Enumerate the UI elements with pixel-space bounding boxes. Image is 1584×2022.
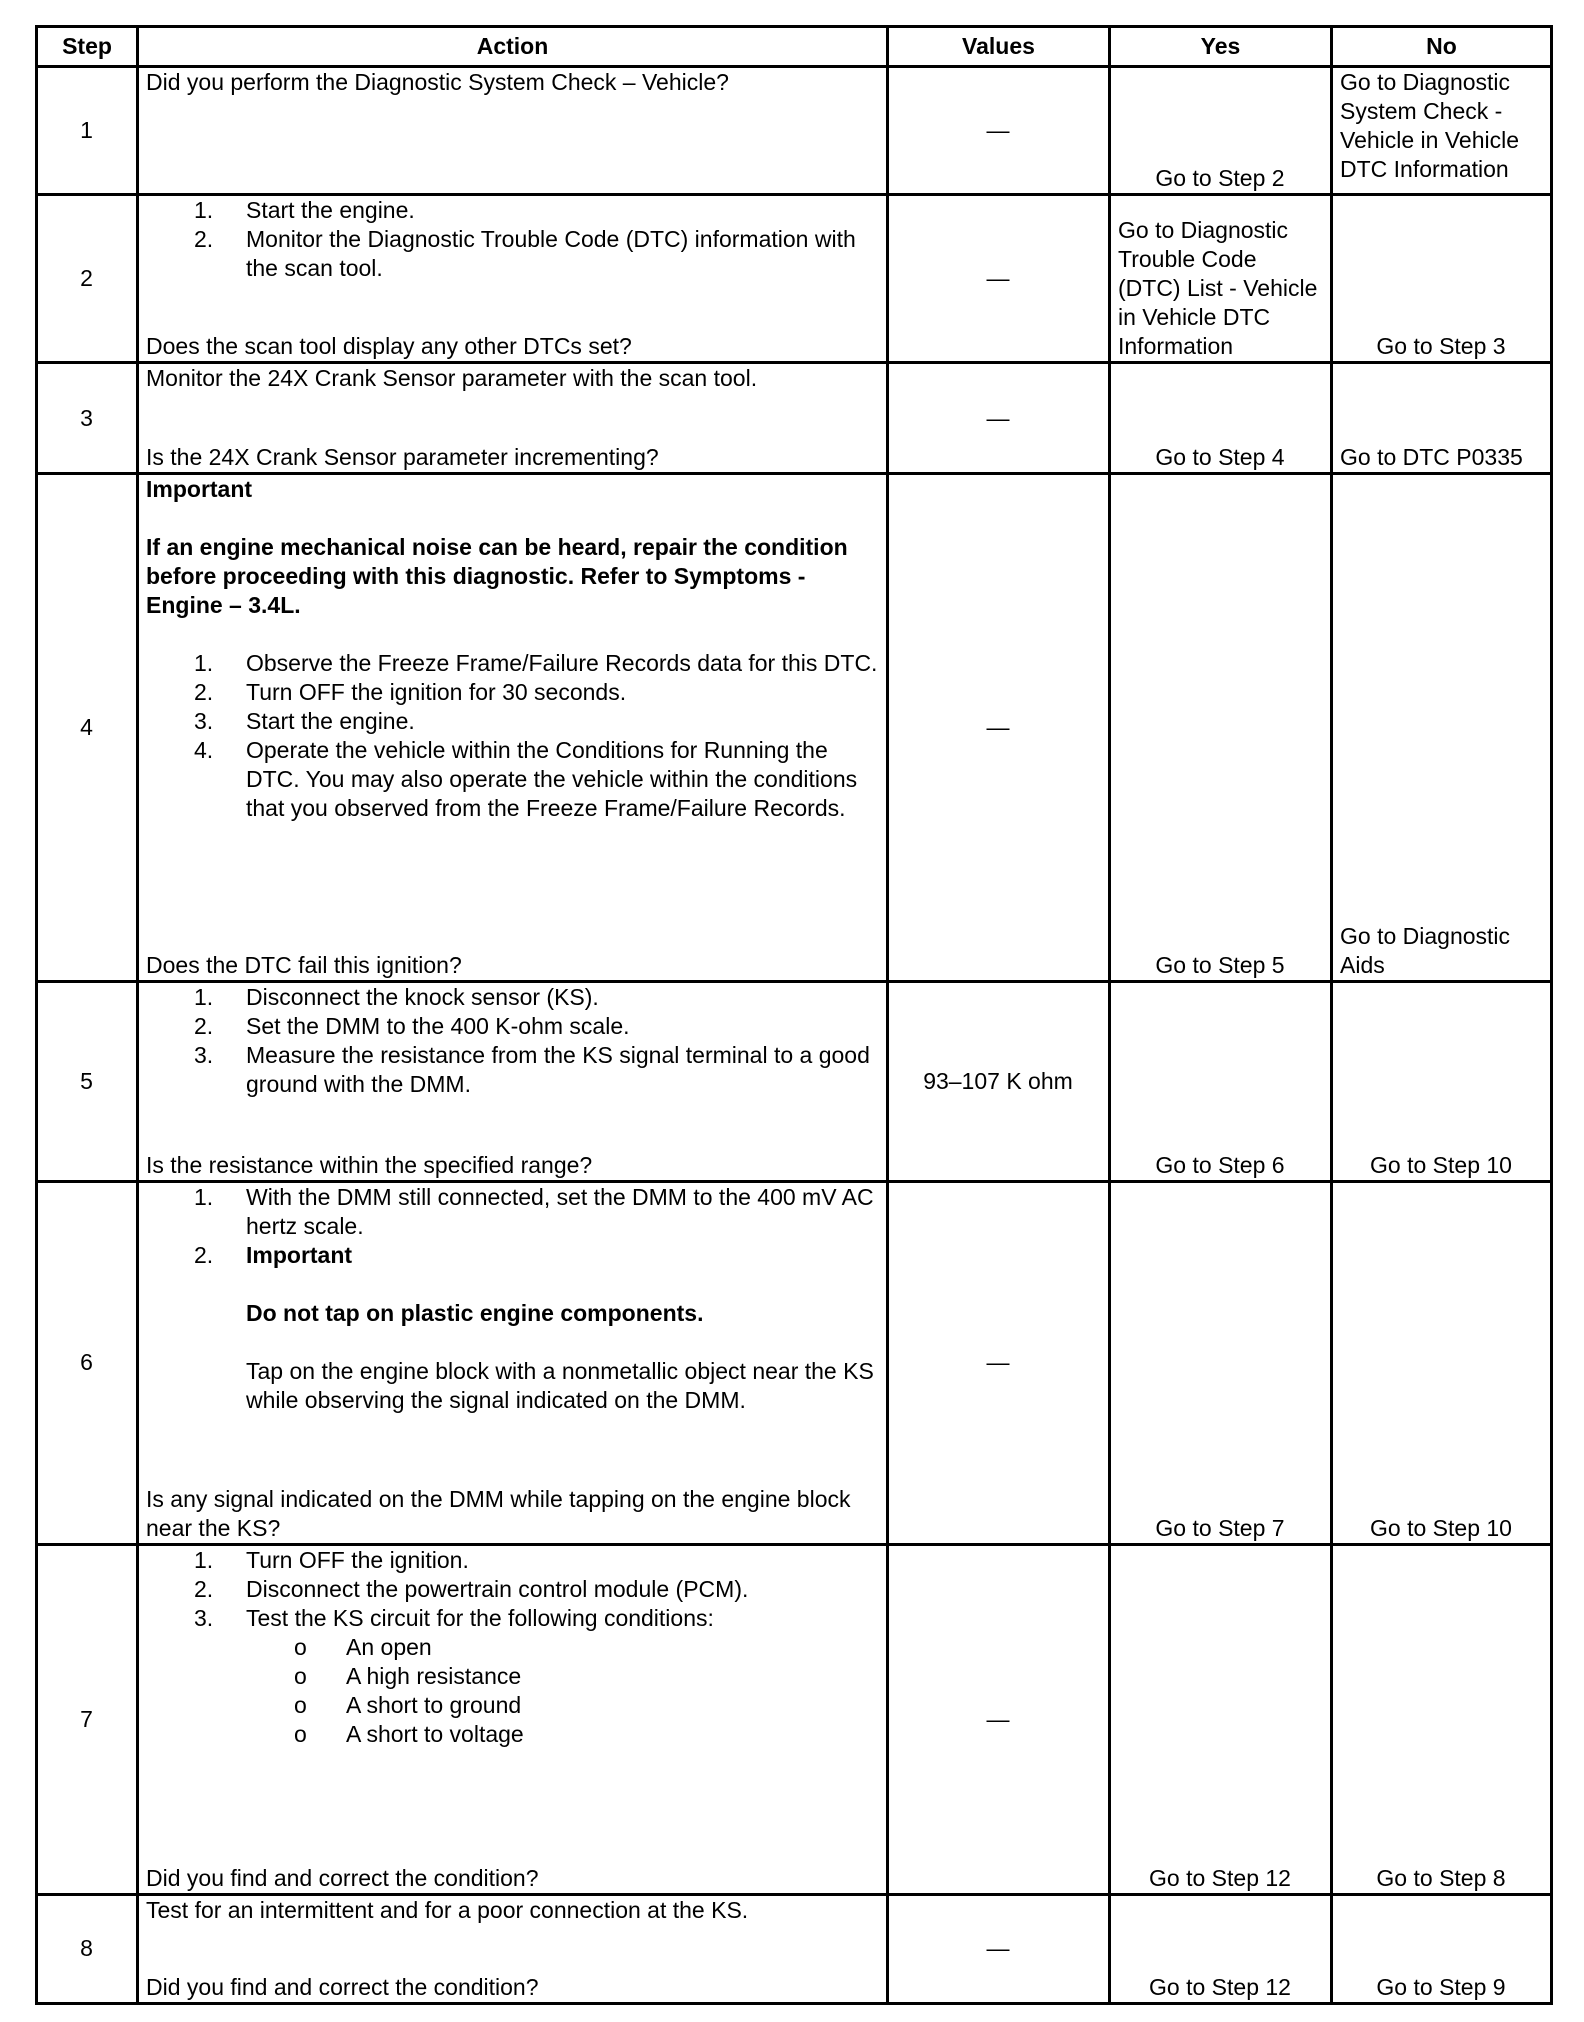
yes-cell <box>1110 195 1332 363</box>
yes-cell <box>1110 363 1332 474</box>
action-step: 1. Disconnect the knock sensor (KS). <box>194 984 599 1011</box>
action-cell <box>138 1894 888 2003</box>
action-cell <box>138 1544 888 1894</box>
no-result: Go to Diagnostic Aids <box>1340 923 1511 979</box>
step-number: 1 <box>37 67 138 195</box>
yes-cell <box>1110 1181 1332 1544</box>
no-cell <box>1332 67 1552 195</box>
action-question: Does the DTC fail this ignition? <box>146 952 462 979</box>
action-cell <box>138 474 888 982</box>
value-cell: — <box>888 67 1110 195</box>
table-row <box>37 1894 1552 2003</box>
yes-result: Go to Step 6 <box>1155 1151 1285 1178</box>
table-row <box>37 195 1552 363</box>
yes-result: Go to Step 12 <box>1149 1974 1291 2000</box>
step-number: 4 <box>37 474 138 982</box>
important-label: Important <box>246 1241 353 1268</box>
condition-item: o A short to voltage <box>294 1720 524 1747</box>
action-step: 2. Important <box>194 1241 353 1268</box>
header-row <box>37 27 1552 67</box>
action-steps <box>146 196 878 283</box>
action-step: 1. With the DMM still connected, set the DMM to the 400 mV AC hertz scale. <box>194 1183 874 1239</box>
value-cell: — <box>888 1894 1110 2003</box>
action-steps <box>146 1546 878 1633</box>
action-cell <box>138 363 888 474</box>
action-question: Is any signal indicated on the DMM while tapping on the engine block near the KS? <box>146 1485 851 1541</box>
action-step: 3. Measure the resistance from the KS signal terminal to a good ground with the DMM. <box>194 1042 870 1098</box>
no-result: Go to Step 9 <box>1376 1974 1506 2000</box>
no-cell <box>1332 982 1552 1181</box>
condition-item: o A short to ground <box>294 1691 522 1718</box>
action-step-detail: Tap on the engine block with a nonmetallic object near the KS while observing the signal indicated on the DMM. <box>246 1357 874 1413</box>
action-cell <box>138 195 888 363</box>
action-step: 2. Set the DMM to the 400 K-ohm scale. <box>194 1013 630 1040</box>
action-step: 3. Test the KS circuit for the following conditions: <box>194 1604 714 1631</box>
step-number: 8 <box>37 1894 138 2003</box>
action-step: 2. Monitor the Diagnostic Trouble Code (DTC) information with the scan tool. <box>194 226 856 282</box>
no-cell <box>1332 1544 1552 1894</box>
action-question: Did you find and correct the condition? <box>146 1864 539 1891</box>
value-cell: — <box>888 1181 1110 1544</box>
action-intro: Monitor the 24X Crank Sensor parameter with the scan tool. <box>146 365 758 392</box>
action-step: 4. Operate the vehicle within the Conditions for Running the DTC. You may also operate the vehicle within the conditions that you observed from the Freeze Frame/Failure Records. <box>194 737 858 822</box>
no-cell <box>1332 474 1552 982</box>
yes-result: Go to Step 4 <box>1155 444 1285 471</box>
no-result: Go to Step 10 <box>1370 1514 1512 1541</box>
condition-list <box>146 1633 878 1749</box>
yes-result: Go to Step 7 <box>1155 1514 1285 1541</box>
action-question: Is the 24X Crank Sensor parameter incrementing? <box>146 444 659 471</box>
yes-result: Go to Step 2 <box>1155 165 1285 192</box>
action-intro: Test for an intermittent and for a poor connection at the KS. <box>146 1896 749 1923</box>
value-cell: 93–107 K ohm <box>888 982 1110 1181</box>
condition-item: o A high resistance <box>294 1662 522 1689</box>
yes-result: Go to Step 5 <box>1155 952 1285 979</box>
diagnostic-table <box>35 25 1553 2005</box>
table-row <box>37 67 1552 195</box>
value-cell: — <box>888 474 1110 982</box>
action-step: 2. Turn OFF the ignition for 30 seconds. <box>194 679 627 706</box>
step-number: 3 <box>37 363 138 474</box>
step-number: 2 <box>37 195 138 363</box>
no-result: Go to Step 8 <box>1376 1864 1506 1891</box>
value-cell: — <box>888 1544 1110 1894</box>
value-cell: — <box>888 195 1110 363</box>
step-number: 7 <box>37 1544 138 1894</box>
action-cell <box>138 982 888 1181</box>
action-step: 2. Disconnect the powertrain control module (PCM). <box>194 1575 749 1602</box>
table-row <box>37 474 1552 982</box>
table-row <box>37 363 1552 474</box>
header-action: Action <box>138 27 888 67</box>
value-cell: — <box>888 363 1110 474</box>
action-question: Does the scan tool display any other DTCs set? <box>146 333 632 360</box>
important-note: Do not tap on plastic engine components. <box>246 1299 704 1326</box>
action-steps <box>146 649 878 823</box>
no-cell <box>1332 1181 1552 1544</box>
header-yes: Yes <box>1110 27 1332 67</box>
no-cell <box>1332 195 1552 363</box>
yes-result: Go to Step 12 <box>1149 1864 1291 1891</box>
yes-cell <box>1110 474 1332 982</box>
no-result: Go to Step 10 <box>1370 1151 1512 1178</box>
no-result: Go to Diagnostic System Check - Vehicle in Vehicle DTC Information <box>1340 69 1520 182</box>
step-number: 5 <box>37 982 138 1181</box>
yes-result: Go to Diagnostic Trouble Code (DTC) List - Vehicle in Vehicle DTC Information <box>1118 217 1318 360</box>
table-row <box>37 1544 1552 1894</box>
action-steps <box>146 1183 878 1270</box>
action-cell <box>138 67 888 195</box>
action-cell <box>138 1181 888 1544</box>
condition-item: o An open <box>294 1633 432 1660</box>
yes-cell <box>1110 1544 1332 1894</box>
header-no: No <box>1332 27 1552 67</box>
no-result: Go to DTC P0335 <box>1340 444 1523 471</box>
no-result: Go to Step 3 <box>1376 333 1506 360</box>
table-row <box>37 1181 1552 1544</box>
action-step: 1. Observe the Freeze Frame/Failure Records data for this DTC. <box>194 650 878 677</box>
yes-cell <box>1110 982 1332 1181</box>
action-step: 3. Start the engine. <box>194 708 415 735</box>
important-label: Important <box>146 476 253 503</box>
yes-cell <box>1110 1894 1332 2003</box>
step-number: 6 <box>37 1181 138 1544</box>
action-steps <box>146 983 878 1099</box>
yes-cell <box>1110 67 1332 195</box>
action-step: 1. Start the engine. <box>194 197 415 224</box>
important-note: If an engine mechanical noise can be heard, repair the condition before proceeding with this diagnostic. Refer to Symptoms - Engine – 3.4L. <box>146 534 848 619</box>
action-question: Is the resistance within the specified range? <box>146 1151 593 1178</box>
no-cell <box>1332 363 1552 474</box>
header-values: Values <box>888 27 1110 67</box>
action-step: 1. Turn OFF the ignition. <box>194 1546 469 1573</box>
header-step: Step <box>37 27 138 67</box>
no-cell <box>1332 1894 1552 2003</box>
table-row <box>37 982 1552 1181</box>
action-question: Did you perform the Diagnostic System Check – Vehicle? <box>146 69 729 95</box>
action-question: Did you find and correct the condition? <box>146 1974 539 2000</box>
